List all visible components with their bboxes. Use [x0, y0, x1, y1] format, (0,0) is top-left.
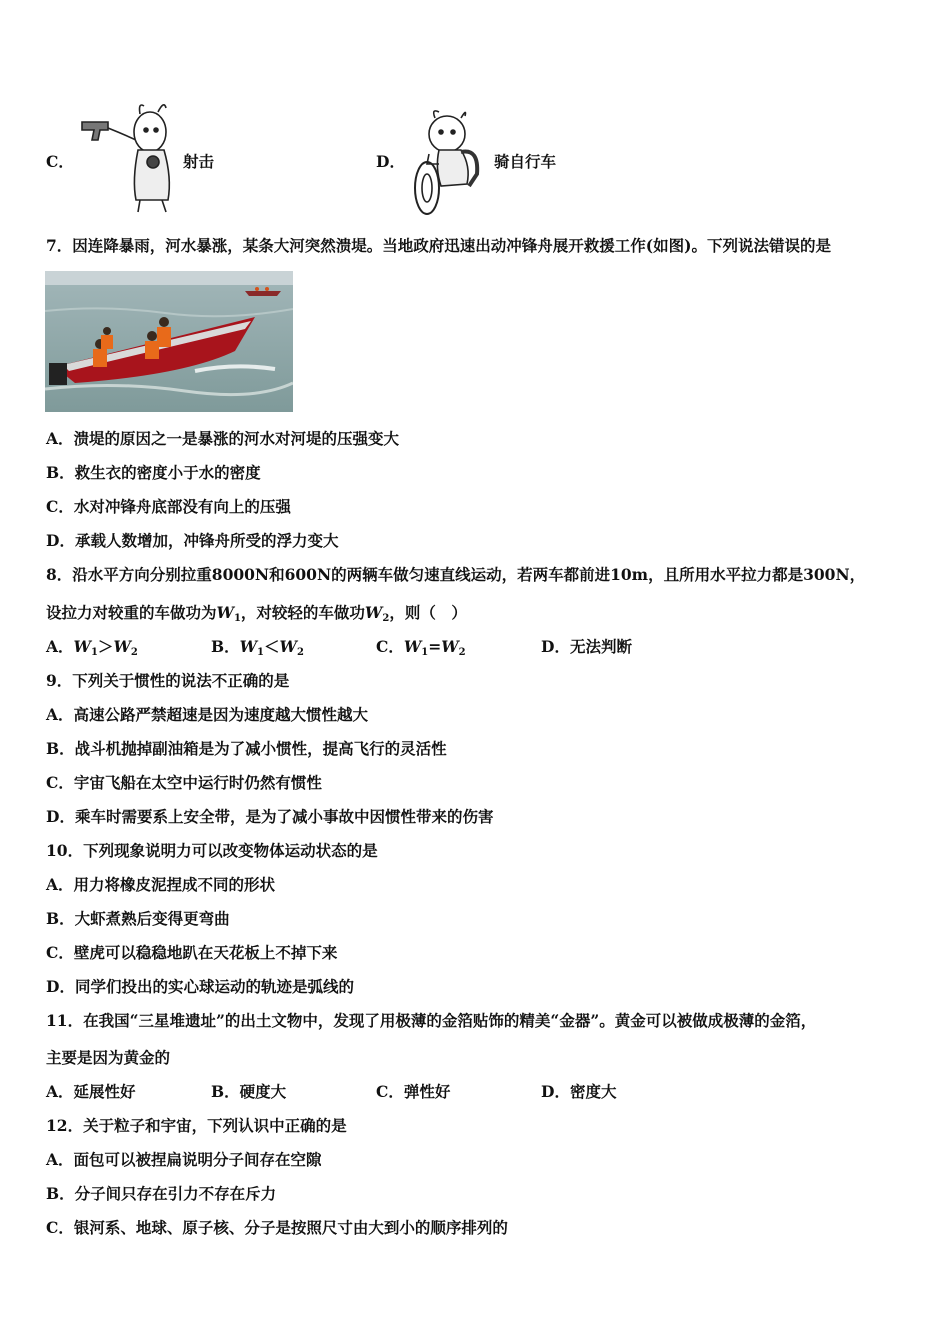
q10-option-b: B．大虾煮熟后变得更弯曲 — [46, 909, 230, 928]
q11-stem-line1: 11．在我国“三星堆遗址”的出土文物中，发现了用极薄的金箔贴饰的精美“金器”。黄金可以被做成极薄的金箔， — [46, 1011, 817, 1030]
q11-option-d: D．密度大 — [541, 1082, 617, 1101]
q8-stem-line1: 8．沿水平方向分别拉重8000N和600N的两辆车做匀速直线运动，若两车都前进10m，且所用水平拉力都是300N， — [46, 565, 866, 584]
q6-option-c-text: 射击 — [183, 152, 215, 171]
q12-stem: 12．关于粒子和宇宙，下列认识中正确的是 — [46, 1116, 347, 1135]
q10-option-d: D．同学们投出的实心球运动的轨迹是弧线的 — [46, 977, 354, 996]
q8-option-b: B．$W_1<W_2$ — [211, 637, 304, 658]
q11-option-b: B．硬度大 — [211, 1082, 287, 1101]
q7-option-d: D．承载人数增加，冲锋舟所受的浮力变大 — [46, 531, 339, 550]
shooting-mascot-icon — [78, 100, 178, 215]
q11-stem-line2: 主要是因为黄金的 — [46, 1048, 171, 1067]
q7-option-c: C．水对冲锋舟底部没有向上的压强 — [46, 497, 291, 516]
q6-option-d-text: 骑自行车 — [494, 152, 557, 171]
q6-option-c-label: C． — [46, 152, 74, 171]
q9-option-d: D．乘车时需要系上安全带，是为了减小事故中因惯性带来的伤害 — [46, 807, 494, 826]
q8-option-a: A．$W_1>W_2$ — [46, 637, 138, 658]
q10-option-c: C．壁虎可以稳稳地趴在天花板上不掉下来 — [46, 943, 338, 962]
q10-option-a: A．用力将橡皮泥捏成不同的形状 — [46, 875, 276, 894]
q11-option-c: C．弹性好 — [376, 1082, 451, 1101]
q7-option-b: B．救生衣的密度小于水的密度 — [46, 463, 261, 482]
q8-option-d: D．无法判断 — [541, 637, 632, 656]
q12-option-b: B．分子间只存在引力不存在斥力 — [46, 1184, 277, 1203]
cycling-mascot-icon — [405, 108, 490, 220]
q9-option-a: A．高速公路严禁超速是因为速度越大惯性越大 — [46, 705, 369, 724]
q8-option-c: C．$W_1=W_2$ — [376, 637, 466, 658]
q7-option-a: A．溃堤的原因之一是暴涨的河水对河堤的压强变大 — [46, 429, 400, 448]
q9-option-c: C．宇宙飞船在太空中运行时仍然有惯性 — [46, 773, 322, 792]
q12-option-a: A．面包可以被捏扁说明分子间存在空隙 — [46, 1150, 322, 1169]
q10-stem: 10．下列现象说明力可以改变物体运动状态的是 — [46, 841, 378, 860]
q7-stem: 7．因连降暴雨，河水暴涨，某条大河突然溃堤。当地政府迅速出动冲锋舟展开救援工作(如图)。下列说法错误的是 — [46, 236, 831, 255]
rescue-boat-photo — [45, 271, 293, 412]
q12-option-c: C．银河系、地球、原子核、分子是按照尺寸由大到小的顺序排列的 — [46, 1218, 508, 1237]
q9-option-b: B．战斗机抛掉副油箱是为了减小惯性，提高飞行的灵活性 — [46, 739, 447, 758]
q11-option-a: A．延展性好 — [46, 1082, 136, 1101]
q8-stem-line2: 设拉力对较重的车做功为$W_1$，对较轻的车做功$W_2$，则（ ） — [46, 603, 467, 624]
q9-stem: 9．下列关于惯性的说法不正确的是 — [46, 671, 290, 690]
q6-option-d-label: D． — [376, 152, 405, 171]
